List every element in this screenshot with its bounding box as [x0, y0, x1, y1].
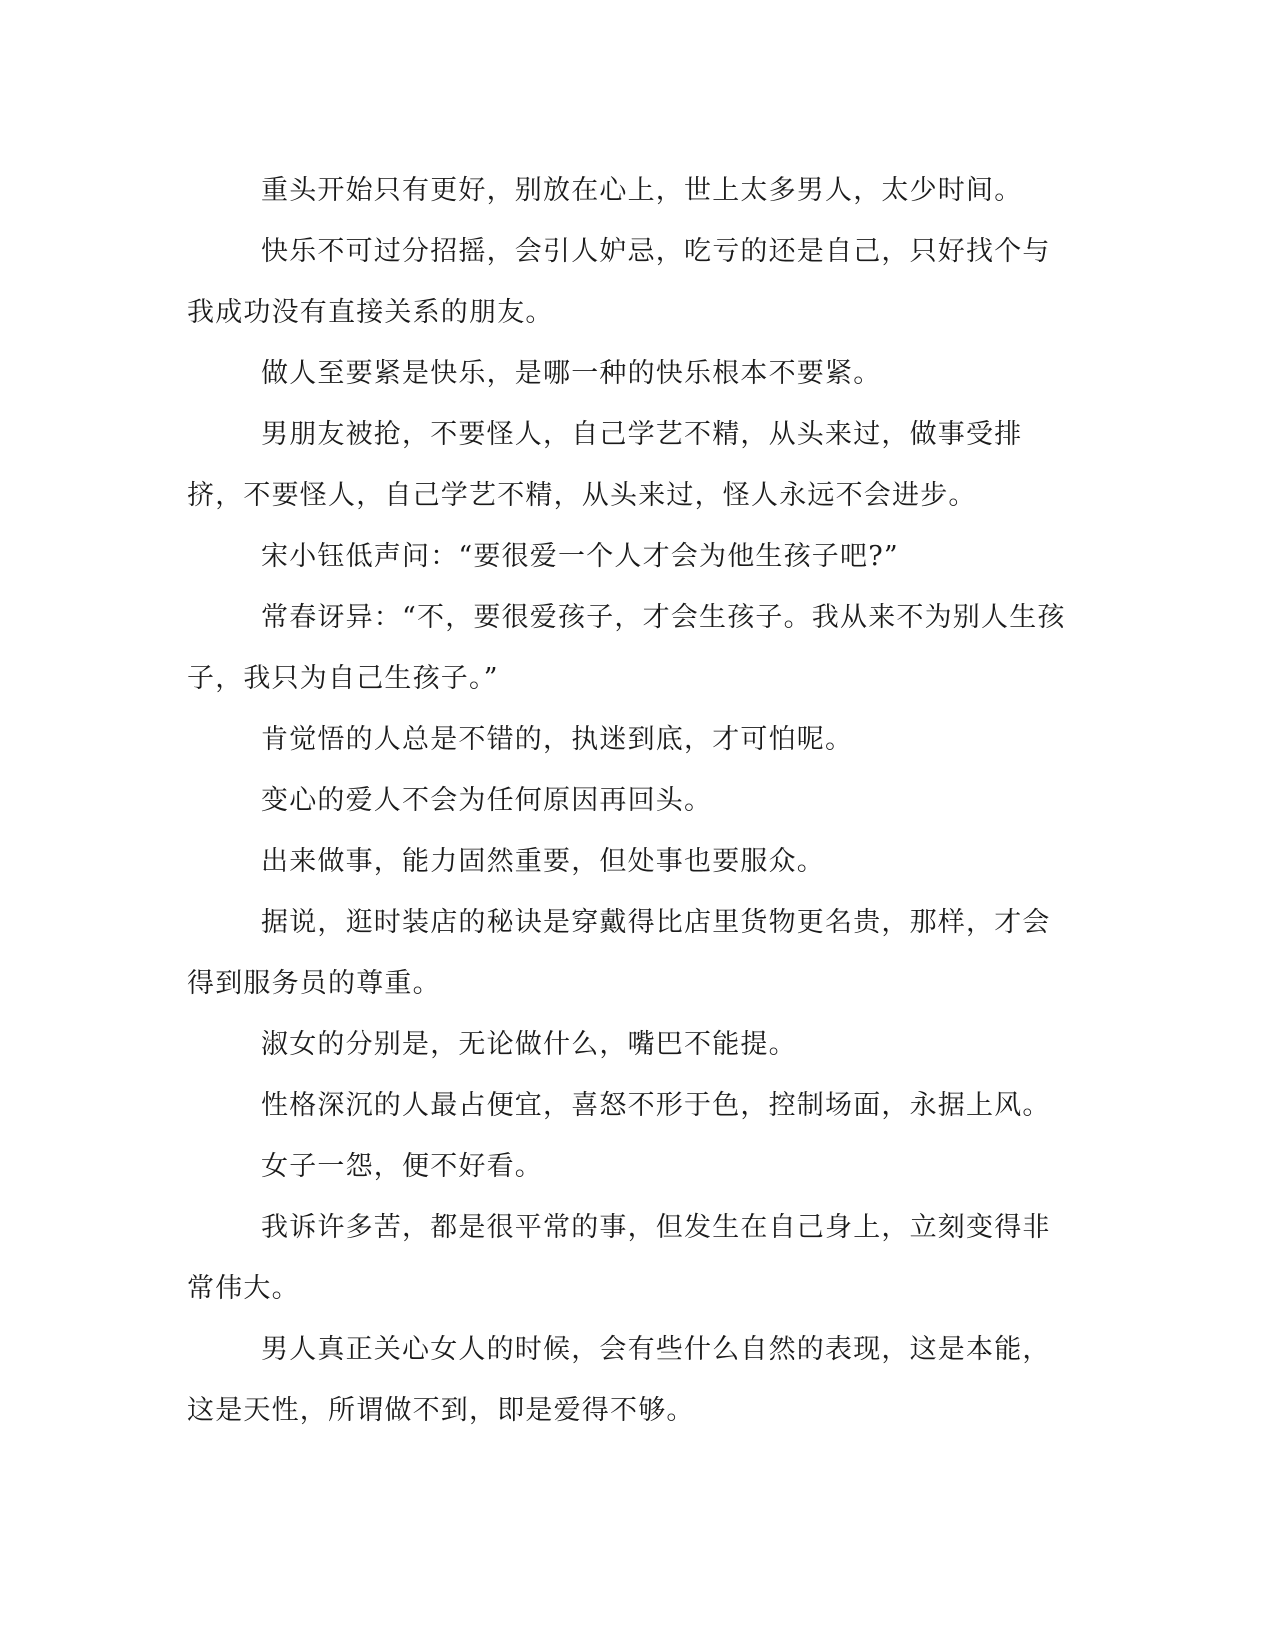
paragraph: 重头开始只有更好，别放在心上，世上太多男人，太少时间。 — [261, 175, 1023, 206]
paragraph: 据说，逛时装店的秘诀是穿戴得比店里货物更名贵，那样，才会得到服务员的尊重。 — [187, 907, 1051, 999]
paragraph: 出来做事，能力固然重要，但处事也要服众。 — [261, 846, 825, 877]
paragraph: 宋小钰低声问：“要很爱一个人才会为他生孩子吧?” — [261, 541, 899, 572]
paragraph: 淑女的分别是，无论做什么，嘴巴不能提。 — [261, 1029, 797, 1060]
paragraph: 变心的爱人不会为任何原因再回头。 — [261, 785, 713, 816]
paragraph: 女子一怨，便不好看。 — [261, 1151, 543, 1182]
paragraph: 我诉许多苦，都是很平常的事，但发生在自己身上，立刻变得非常伟大。 — [187, 1212, 1051, 1304]
document-body — [187, 160, 1067, 1441]
paragraph: 常春讶异：“不，要很爱孩子，才会生孩子。我从来不为别人生孩子，我只为自己生孩子。” — [187, 602, 1066, 694]
paragraph: 男朋友被抢，不要怪人，自己学艺不精，从头来过，做事受排挤，不要怪人，自己学艺不精，从头来过，怪人永远不会进步。 — [187, 419, 1023, 511]
paragraph: 快乐不可过分招摇，会引人妒忌，吃亏的还是自己，只好找个与我成功没有直接关系的朋友。 — [187, 236, 1051, 328]
paragraph: 做人至要紧是快乐，是哪一种的快乐根本不要紧。 — [261, 358, 882, 389]
paragraph: 男人真正关心女人的时候，会有些什么自然的表现，这是本能，这是天性，所谓做不到，即是爱得不够。 — [187, 1334, 1051, 1426]
paragraph: 性格深沉的人最占便宜，喜怒不形于色，控制场面，永据上风。 — [261, 1090, 1051, 1121]
paragraph: 肯觉悟的人总是不错的，执迷到底，才可怕呢。 — [261, 724, 854, 755]
